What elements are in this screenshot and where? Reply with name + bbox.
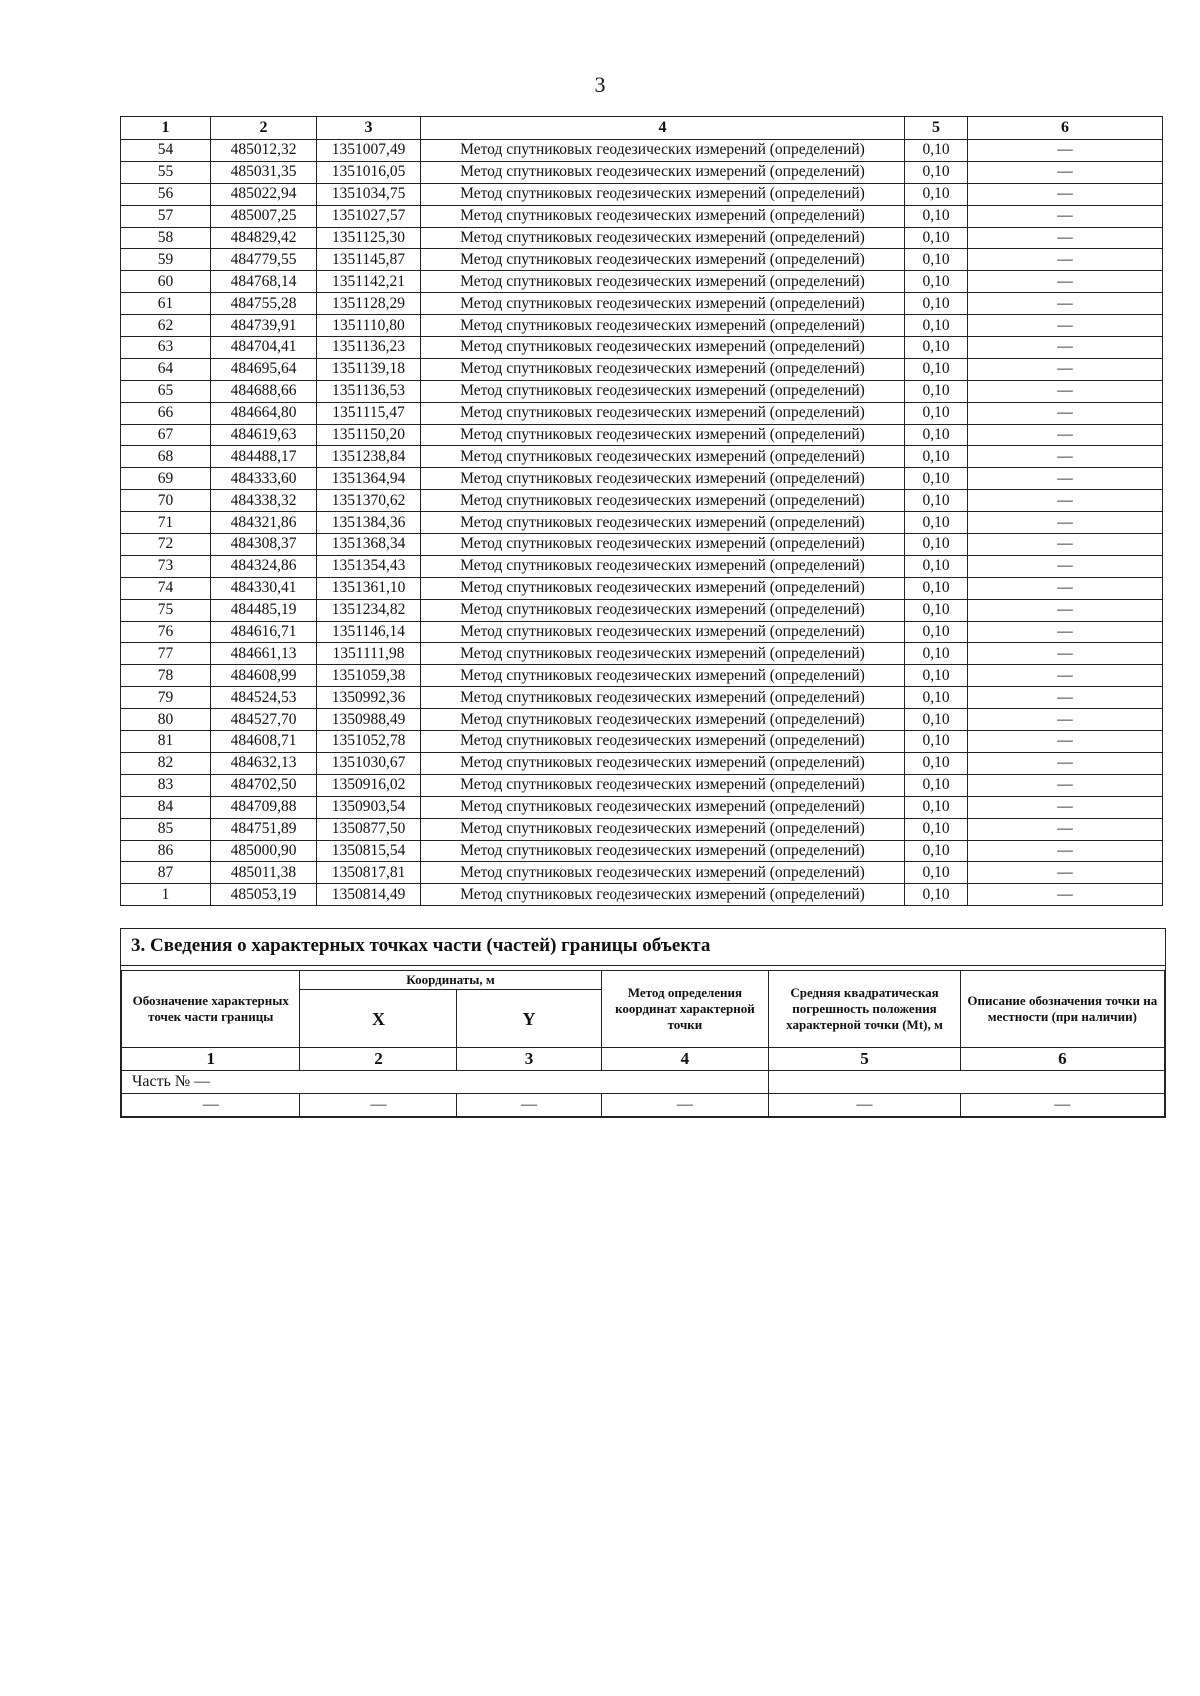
accuracy-value: 0,10 bbox=[905, 358, 968, 380]
table-row bbox=[121, 380, 1163, 402]
table-row bbox=[121, 599, 1163, 621]
coord-y: 1351384,36 bbox=[317, 512, 421, 534]
point-number: 75 bbox=[121, 599, 211, 621]
accuracy-value: 0,10 bbox=[905, 709, 968, 731]
method-text: Метод спутниковых геодезических измерений (определений) bbox=[421, 534, 905, 556]
col-header-1: 1 bbox=[121, 117, 211, 140]
boundary-points-table bbox=[120, 116, 1163, 906]
method-text: Метод спутниковых геодезических измерений (определений) bbox=[421, 140, 905, 162]
description-value: — bbox=[968, 446, 1163, 468]
accuracy-value: 0,10 bbox=[905, 774, 968, 796]
coord-x: 485022,94 bbox=[211, 183, 317, 205]
method-text: Метод спутниковых геодезических измерений (определений) bbox=[421, 665, 905, 687]
method-text: Метод спутниковых геодезических измерений (определений) bbox=[421, 468, 905, 490]
table-row bbox=[121, 446, 1163, 468]
accuracy-value: 0,10 bbox=[905, 512, 968, 534]
table-row bbox=[121, 512, 1163, 534]
table-row bbox=[121, 884, 1163, 906]
point-number: 65 bbox=[121, 380, 211, 402]
point-number: 62 bbox=[121, 315, 211, 337]
accuracy-value: 0,10 bbox=[905, 183, 968, 205]
accuracy-value: 0,10 bbox=[905, 446, 968, 468]
point-number: 54 bbox=[121, 140, 211, 162]
coord-y: 1351136,23 bbox=[317, 337, 421, 359]
coord-x: 484702,50 bbox=[211, 774, 317, 796]
table-row bbox=[121, 337, 1163, 359]
header-method: Метод определения координат характерной точки bbox=[601, 971, 769, 1048]
coord-x: 484616,71 bbox=[211, 621, 317, 643]
method-text: Метод спутниковых геодезических измерений (определений) bbox=[421, 293, 905, 315]
method-text: Метод спутниковых геодезических измерений (определений) bbox=[421, 271, 905, 293]
coord-y: 1351238,84 bbox=[317, 446, 421, 468]
col-number-3: 3 bbox=[457, 1048, 601, 1071]
accuracy-value: 0,10 bbox=[905, 862, 968, 884]
coord-y: 1351370,62 bbox=[317, 490, 421, 512]
coord-y: 1351354,43 bbox=[317, 555, 421, 577]
col-header-5: 5 bbox=[905, 117, 968, 140]
coord-x: 484485,19 bbox=[211, 599, 317, 621]
accuracy-value: 0,10 bbox=[905, 687, 968, 709]
point-number: 86 bbox=[121, 840, 211, 862]
accuracy-value: 0,10 bbox=[905, 621, 968, 643]
coord-y: 1351030,67 bbox=[317, 752, 421, 774]
method-text: Метод спутниковых геодезических измерений (определений) bbox=[421, 709, 905, 731]
point-number: 63 bbox=[121, 337, 211, 359]
method-text: Метод спутниковых геодезических измерений (определений) bbox=[421, 796, 905, 818]
coord-y: 1351234,82 bbox=[317, 599, 421, 621]
accuracy-value: 0,10 bbox=[905, 752, 968, 774]
point-number: 76 bbox=[121, 621, 211, 643]
table-row bbox=[121, 293, 1163, 315]
point-number: 81 bbox=[121, 731, 211, 753]
coord-x: 484704,41 bbox=[211, 337, 317, 359]
coord-x: 485000,90 bbox=[211, 840, 317, 862]
accuracy-value: 0,10 bbox=[905, 665, 968, 687]
coord-x: 484695,64 bbox=[211, 358, 317, 380]
col-header-4: 4 bbox=[421, 117, 905, 140]
accuracy-value: 0,10 bbox=[905, 555, 968, 577]
col-number-5: 5 bbox=[769, 1048, 960, 1071]
coord-x: 484321,86 bbox=[211, 512, 317, 534]
table-row bbox=[121, 183, 1163, 205]
empty-cell: — bbox=[601, 1094, 769, 1117]
method-text: Метод спутниковых геодезических измерений (определений) bbox=[421, 183, 905, 205]
coord-y: 1351128,29 bbox=[317, 293, 421, 315]
coord-y: 1351145,87 bbox=[317, 249, 421, 271]
coord-x: 484608,99 bbox=[211, 665, 317, 687]
coord-y: 1351364,94 bbox=[317, 468, 421, 490]
accuracy-value: 0,10 bbox=[905, 337, 968, 359]
coord-y: 1351016,05 bbox=[317, 161, 421, 183]
coord-y: 1351136,53 bbox=[317, 380, 421, 402]
method-text: Метод спутниковых геодезических измерений (определений) bbox=[421, 446, 905, 468]
description-value: — bbox=[968, 709, 1163, 731]
coord-x: 484619,63 bbox=[211, 424, 317, 446]
method-text: Метод спутниковых геодезических измерений (определений) bbox=[421, 752, 905, 774]
accuracy-value: 0,10 bbox=[905, 315, 968, 337]
coord-y: 1351368,34 bbox=[317, 534, 421, 556]
accuracy-value: 0,10 bbox=[905, 468, 968, 490]
coord-y: 1351361,10 bbox=[317, 577, 421, 599]
coord-x: 484338,32 bbox=[211, 490, 317, 512]
description-value: — bbox=[968, 599, 1163, 621]
description-value: — bbox=[968, 205, 1163, 227]
point-number: 68 bbox=[121, 446, 211, 468]
accuracy-value: 0,10 bbox=[905, 161, 968, 183]
coord-y: 1350815,54 bbox=[317, 840, 421, 862]
col-number-2: 2 bbox=[300, 1048, 457, 1071]
accuracy-value: 0,10 bbox=[905, 599, 968, 621]
method-text: Метод спутниковых геодезических измерений (определений) bbox=[421, 315, 905, 337]
coord-y: 1351027,57 bbox=[317, 205, 421, 227]
coord-y: 1350988,49 bbox=[317, 709, 421, 731]
table-row bbox=[121, 271, 1163, 293]
coord-x: 484333,60 bbox=[211, 468, 317, 490]
empty-cell: — bbox=[122, 1094, 300, 1117]
description-value: — bbox=[968, 140, 1163, 162]
description-value: — bbox=[968, 249, 1163, 271]
col-header-6: 6 bbox=[968, 117, 1163, 140]
col-number-1: 1 bbox=[122, 1048, 300, 1071]
point-number: 60 bbox=[121, 271, 211, 293]
description-value: — bbox=[968, 337, 1163, 359]
description-value: — bbox=[968, 380, 1163, 402]
description-value: — bbox=[968, 643, 1163, 665]
method-text: Метод спутниковых геодезических измерений (определений) bbox=[421, 249, 905, 271]
coord-x: 485011,38 bbox=[211, 862, 317, 884]
point-number: 66 bbox=[121, 402, 211, 424]
coord-y: 1351052,78 bbox=[317, 731, 421, 753]
coord-y: 1351139,18 bbox=[317, 358, 421, 380]
col-number-6: 6 bbox=[960, 1048, 1164, 1071]
method-text: Метод спутниковых геодезических измерений (определений) bbox=[421, 402, 905, 424]
coord-x: 484608,71 bbox=[211, 731, 317, 753]
accuracy-value: 0,10 bbox=[905, 205, 968, 227]
coord-x: 484688,66 bbox=[211, 380, 317, 402]
coord-x: 484664,80 bbox=[211, 402, 317, 424]
coord-y: 1351150,20 bbox=[317, 424, 421, 446]
coord-x: 484632,13 bbox=[211, 752, 317, 774]
empty-cell: — bbox=[960, 1094, 1164, 1117]
coord-x: 485031,35 bbox=[211, 161, 317, 183]
header-y: Y bbox=[457, 990, 601, 1048]
coord-x: 484527,70 bbox=[211, 709, 317, 731]
part-label: Часть № — bbox=[122, 1071, 769, 1094]
header-accuracy: Средняя квадратическая погрешность положения характерной точки (Mt), м bbox=[769, 971, 960, 1048]
coord-x: 484330,41 bbox=[211, 577, 317, 599]
coord-x: 484751,89 bbox=[211, 818, 317, 840]
table-row bbox=[121, 709, 1163, 731]
accuracy-value: 0,10 bbox=[905, 884, 968, 906]
method-text: Метод спутниковых геодезических измерений (определений) bbox=[421, 818, 905, 840]
coord-x: 484829,42 bbox=[211, 227, 317, 249]
point-number: 72 bbox=[121, 534, 211, 556]
description-value: — bbox=[968, 227, 1163, 249]
description-value: — bbox=[968, 293, 1163, 315]
part-points-table bbox=[121, 970, 1165, 1117]
coord-x: 484324,86 bbox=[211, 555, 317, 577]
description-value: — bbox=[968, 512, 1163, 534]
method-text: Метод спутниковых геодезических измерений (определений) bbox=[421, 337, 905, 359]
header-designation: Обозначение характерных точек части границы bbox=[122, 971, 300, 1048]
description-value: — bbox=[968, 731, 1163, 753]
method-text: Метод спутниковых геодезических измерений (определений) bbox=[421, 599, 905, 621]
description-value: — bbox=[968, 687, 1163, 709]
point-number: 59 bbox=[121, 249, 211, 271]
table-row bbox=[121, 687, 1163, 709]
table-row bbox=[121, 490, 1163, 512]
description-value: — bbox=[968, 665, 1163, 687]
method-text: Метод спутниковых геодезических измерений (определений) bbox=[421, 643, 905, 665]
coord-y: 1351115,47 bbox=[317, 402, 421, 424]
method-text: Метод спутниковых геодезических измерений (определений) bbox=[421, 555, 905, 577]
method-text: Метод спутниковых геодезических измерений (определений) bbox=[421, 577, 905, 599]
coord-x: 484739,91 bbox=[211, 315, 317, 337]
col-header-3: 3 bbox=[317, 117, 421, 140]
table-row bbox=[121, 731, 1163, 753]
point-number: 64 bbox=[121, 358, 211, 380]
accuracy-value: 0,10 bbox=[905, 577, 968, 599]
coord-x: 485007,25 bbox=[211, 205, 317, 227]
table-row bbox=[121, 161, 1163, 183]
description-value: — bbox=[968, 534, 1163, 556]
point-number: 1 bbox=[121, 884, 211, 906]
table-row bbox=[121, 840, 1163, 862]
description-value: — bbox=[968, 577, 1163, 599]
point-number: 85 bbox=[121, 818, 211, 840]
point-number: 58 bbox=[121, 227, 211, 249]
point-number: 69 bbox=[121, 468, 211, 490]
coord-y: 1350814,49 bbox=[317, 884, 421, 906]
coord-y: 1351111,98 bbox=[317, 643, 421, 665]
method-text: Метод спутниковых геодезических измерений (определений) bbox=[421, 490, 905, 512]
method-text: Метод спутниковых геодезических измерений (определений) bbox=[421, 512, 905, 534]
point-number: 61 bbox=[121, 293, 211, 315]
method-text: Метод спутниковых геодезических измерений (определений) bbox=[421, 884, 905, 906]
empty-cell: — bbox=[457, 1094, 601, 1117]
table-row bbox=[121, 205, 1163, 227]
coord-y: 1351125,30 bbox=[317, 227, 421, 249]
table-row bbox=[121, 315, 1163, 337]
table-row bbox=[121, 555, 1163, 577]
method-text: Метод спутниковых геодезических измерений (определений) bbox=[421, 687, 905, 709]
description-value: — bbox=[968, 752, 1163, 774]
accuracy-value: 0,10 bbox=[905, 271, 968, 293]
description-value: — bbox=[968, 490, 1163, 512]
point-number: 55 bbox=[121, 161, 211, 183]
description-value: — bbox=[968, 862, 1163, 884]
coord-x: 484709,88 bbox=[211, 796, 317, 818]
coord-x: 485012,32 bbox=[211, 140, 317, 162]
method-text: Метод спутниковых геодезических измерений (определений) bbox=[421, 358, 905, 380]
accuracy-value: 0,10 bbox=[905, 796, 968, 818]
description-value: — bbox=[968, 402, 1163, 424]
description-value: — bbox=[968, 621, 1163, 643]
part-label-empty bbox=[769, 1071, 1165, 1094]
accuracy-value: 0,10 bbox=[905, 490, 968, 512]
section-title: 3. Сведения о характерных точках части (частей) границы объекта bbox=[121, 929, 1165, 966]
empty-cell: — bbox=[769, 1094, 960, 1117]
table-row bbox=[121, 621, 1163, 643]
description-value: — bbox=[968, 424, 1163, 446]
col-number-4: 4 bbox=[601, 1048, 769, 1071]
point-number: 56 bbox=[121, 183, 211, 205]
point-number: 79 bbox=[121, 687, 211, 709]
table-row bbox=[121, 534, 1163, 556]
point-number: 77 bbox=[121, 643, 211, 665]
coord-x: 484755,28 bbox=[211, 293, 317, 315]
table-row bbox=[121, 249, 1163, 271]
point-number: 74 bbox=[121, 577, 211, 599]
method-text: Метод спутниковых геодезических измерений (определений) bbox=[421, 424, 905, 446]
accuracy-value: 0,10 bbox=[905, 140, 968, 162]
description-value: — bbox=[968, 884, 1163, 906]
accuracy-value: 0,10 bbox=[905, 643, 968, 665]
coord-x: 485053,19 bbox=[211, 884, 317, 906]
table-row bbox=[121, 774, 1163, 796]
accuracy-value: 0,10 bbox=[905, 380, 968, 402]
point-number: 84 bbox=[121, 796, 211, 818]
table-row bbox=[121, 643, 1163, 665]
method-text: Метод спутниковых геодезических измерений (определений) bbox=[421, 862, 905, 884]
description-value: — bbox=[968, 161, 1163, 183]
accuracy-value: 0,10 bbox=[905, 402, 968, 424]
method-text: Метод спутниковых геодезических измерений (определений) bbox=[421, 380, 905, 402]
point-number: 73 bbox=[121, 555, 211, 577]
description-value: — bbox=[968, 818, 1163, 840]
coord-y: 1350916,02 bbox=[317, 774, 421, 796]
table-row bbox=[121, 468, 1163, 490]
description-value: — bbox=[968, 183, 1163, 205]
point-number: 87 bbox=[121, 862, 211, 884]
description-value: — bbox=[968, 315, 1163, 337]
table-row bbox=[121, 402, 1163, 424]
coord-y: 1350903,54 bbox=[317, 796, 421, 818]
point-number: 78 bbox=[121, 665, 211, 687]
coord-y: 1351034,75 bbox=[317, 183, 421, 205]
point-number: 71 bbox=[121, 512, 211, 534]
method-text: Метод спутниковых геодезических измерений (определений) bbox=[421, 621, 905, 643]
accuracy-value: 0,10 bbox=[905, 534, 968, 556]
empty-cell: — bbox=[300, 1094, 457, 1117]
description-value: — bbox=[968, 796, 1163, 818]
coord-y: 1351059,38 bbox=[317, 665, 421, 687]
header-coordinates: Координаты, м bbox=[300, 971, 601, 990]
description-value: — bbox=[968, 555, 1163, 577]
coord-x: 484488,17 bbox=[211, 446, 317, 468]
table-row bbox=[121, 862, 1163, 884]
table-row bbox=[121, 577, 1163, 599]
table-row bbox=[121, 358, 1163, 380]
method-text: Метод спутниковых геодезических измерений (определений) bbox=[421, 161, 905, 183]
accuracy-value: 0,10 bbox=[905, 227, 968, 249]
coord-x: 484308,37 bbox=[211, 534, 317, 556]
header-x: X bbox=[300, 990, 457, 1048]
description-value: — bbox=[968, 358, 1163, 380]
point-number: 67 bbox=[121, 424, 211, 446]
accuracy-value: 0,10 bbox=[905, 818, 968, 840]
table-row bbox=[121, 424, 1163, 446]
coord-y: 1351146,14 bbox=[317, 621, 421, 643]
point-number: 70 bbox=[121, 490, 211, 512]
accuracy-value: 0,10 bbox=[905, 731, 968, 753]
point-number: 57 bbox=[121, 205, 211, 227]
coord-y: 1351007,49 bbox=[317, 140, 421, 162]
description-value: — bbox=[968, 271, 1163, 293]
section-3-part-points bbox=[120, 928, 1166, 1118]
accuracy-value: 0,10 bbox=[905, 249, 968, 271]
coord-y: 1350877,50 bbox=[317, 818, 421, 840]
table-row bbox=[121, 752, 1163, 774]
coord-y: 1350992,36 bbox=[317, 687, 421, 709]
coord-x: 484524,53 bbox=[211, 687, 317, 709]
points-table-body bbox=[121, 140, 1163, 906]
accuracy-value: 0,10 bbox=[905, 840, 968, 862]
coord-y: 1351142,21 bbox=[317, 271, 421, 293]
coord-y: 1351110,80 bbox=[317, 315, 421, 337]
coord-y: 1350817,81 bbox=[317, 862, 421, 884]
table-row bbox=[121, 227, 1163, 249]
table-row bbox=[121, 140, 1163, 162]
point-number: 83 bbox=[121, 774, 211, 796]
accuracy-value: 0,10 bbox=[905, 424, 968, 446]
coord-x: 484661,13 bbox=[211, 643, 317, 665]
method-text: Метод спутниковых геодезических измерений (определений) bbox=[421, 840, 905, 862]
accuracy-value: 0,10 bbox=[905, 293, 968, 315]
page-number: 3 bbox=[594, 72, 606, 97]
description-value: — bbox=[968, 840, 1163, 862]
description-value: — bbox=[968, 774, 1163, 796]
coord-x: 484779,55 bbox=[211, 249, 317, 271]
method-text: Метод спутниковых геодезических измерений (определений) bbox=[421, 205, 905, 227]
coord-x: 484768,14 bbox=[211, 271, 317, 293]
table-row bbox=[121, 665, 1163, 687]
header-description: Описание обозначения точки на местности (при наличии) bbox=[960, 971, 1164, 1048]
method-text: Метод спутниковых геодезических измерений (определений) bbox=[421, 774, 905, 796]
col-header-2: 2 bbox=[211, 117, 317, 140]
description-value: — bbox=[968, 468, 1163, 490]
table-header-row bbox=[121, 117, 1163, 140]
method-text: Метод спутниковых геодезических измерений (определений) bbox=[421, 227, 905, 249]
point-number: 82 bbox=[121, 752, 211, 774]
point-number: 80 bbox=[121, 709, 211, 731]
table-row bbox=[121, 818, 1163, 840]
method-text: Метод спутниковых геодезических измерений (определений) bbox=[421, 731, 905, 753]
table-row bbox=[121, 796, 1163, 818]
